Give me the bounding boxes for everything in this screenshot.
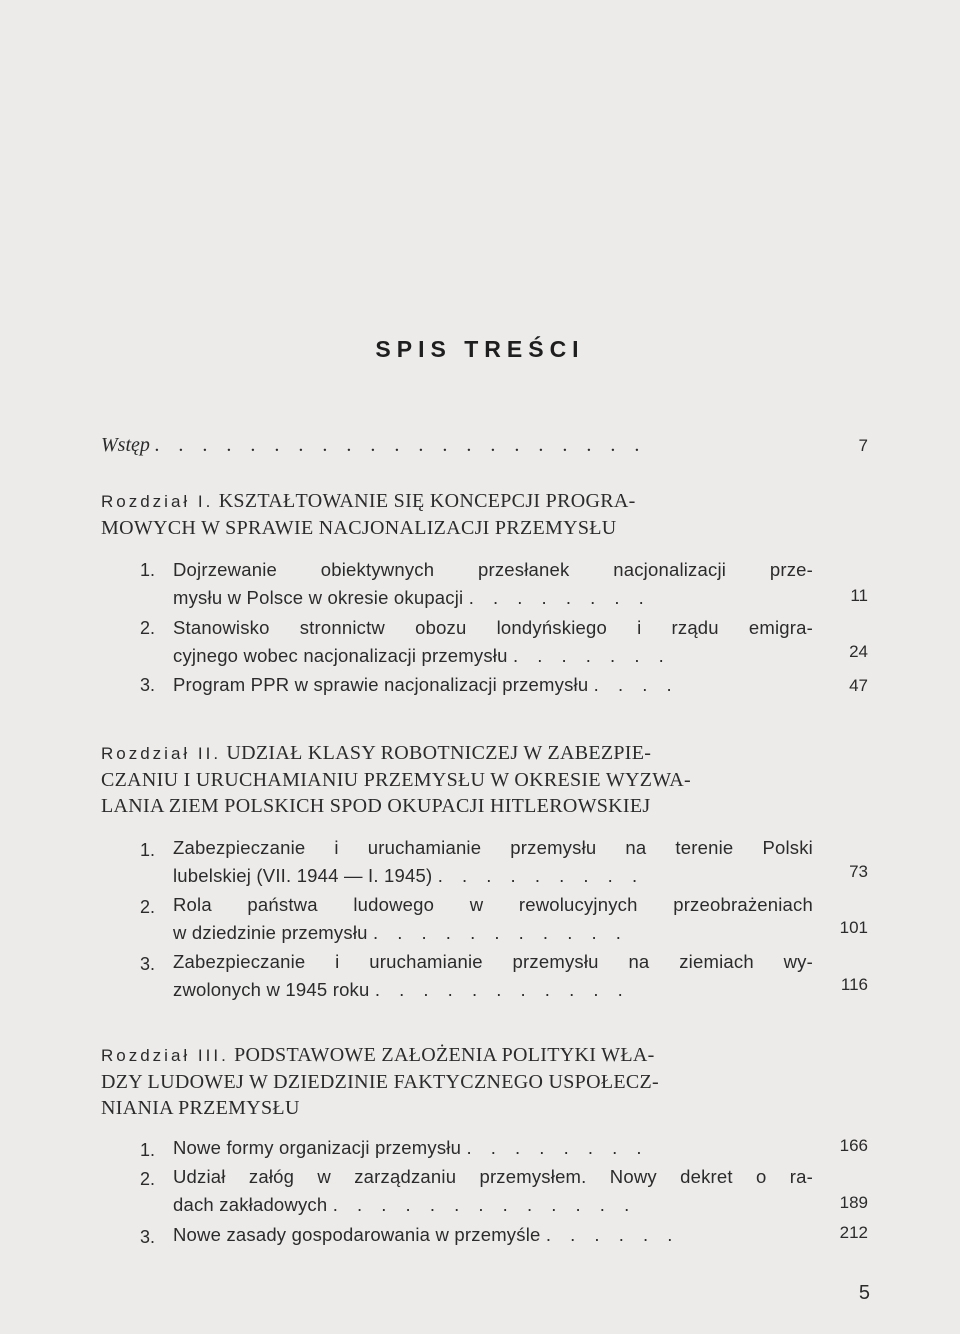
toc-item-page: 73	[849, 862, 868, 881]
toc-item-line: Stanowisko stronnictw obozu londyńskiego i rządu emigra-	[173, 617, 813, 638]
leader-dots: . . . . . . . . . . .	[372, 922, 628, 943]
toc-item-page: 47	[849, 676, 868, 695]
leader-dots: . . . . . . . . . . .	[374, 979, 630, 1000]
toc-item-line: Nowe formy organizacji przemysłu	[173, 1137, 462, 1158]
leader-dots: . . . . . .	[545, 1224, 680, 1245]
toc-item	[173, 834, 813, 890]
chapter-title-line: KSZTAŁTOWANIE SIĘ KONCEPCJI PROGRA-	[218, 490, 636, 512]
toc-item-page: 116	[840, 975, 868, 994]
leader-dots: . . . . . . . . . . . . .	[332, 1194, 637, 1215]
toc-item-line: Nowe zasady gospodarowania w przemyśle	[173, 1224, 541, 1245]
chapter-title-line: PODSTAWOWE ZAŁOŻENIA POLITYKI WŁA-	[234, 1044, 655, 1066]
page-number: 5	[858, 1282, 870, 1304]
leader-dots: . . . . . . . . .	[437, 865, 645, 886]
chapter-label: Rozdział II.	[101, 744, 222, 763]
toc-item-line: Zabezpieczanie i uruchamianie przemysłu na ziemiach wy-	[173, 951, 813, 972]
leader-dots: . . . . . . .	[512, 645, 671, 666]
toc-item-number: 3.	[140, 675, 156, 695]
toc-item-number: 2.	[140, 897, 156, 917]
toc-item	[173, 671, 813, 699]
chapter-title-line: DZY LUDOWEJ W DZIEDZINIE FAKTYCZNEGO USPOŁECZ-	[101, 1071, 659, 1093]
toc-item-line: w dziedzinie przemysłu	[173, 922, 368, 943]
toc-item-page: 24	[849, 642, 868, 661]
toc-item-number: 1.	[140, 560, 156, 580]
toc-item	[173, 948, 813, 1004]
chapter-heading	[101, 1042, 821, 1121]
toc-item-line: Udział załóg w zarządzaniu przemysłem. Nowy dekret o ra-	[173, 1166, 813, 1187]
toc-entry-intro	[101, 434, 647, 457]
toc-item	[173, 1221, 813, 1249]
toc-item-number: 2.	[140, 1169, 156, 1189]
leader-dots: . . . . . . . .	[468, 587, 651, 608]
leader-dots: . . . . . . . . . . . . . . . . . . . . .	[154, 434, 647, 456]
toc-item-number: 1.	[140, 1140, 156, 1160]
toc-item	[173, 1163, 813, 1219]
toc-item-page: 11	[850, 586, 868, 605]
page-title: SPIS TREŚCI	[375, 336, 585, 362]
chapter-title-line: MOWYCH W SPRAWIE NACJONALIZACJI PRZEMYSŁU	[101, 517, 617, 539]
toc-item-number: 1.	[140, 840, 156, 860]
toc-item-line: dach zakładowych	[173, 1194, 328, 1215]
chapter-label: Rozdział I.	[101, 492, 214, 511]
toc-item-line: Zabezpieczanie i uruchamianie przemysłu na terenie Polski	[173, 837, 813, 858]
toc-item-number: 3.	[140, 1227, 156, 1247]
leader-dots: . . . . . . . .	[466, 1137, 649, 1158]
toc-item-line: Program PPR w sprawie nacjonalizacji przemysłu	[173, 674, 589, 695]
toc-item-page: 101	[839, 918, 868, 937]
toc-item	[173, 1134, 813, 1162]
toc-item	[173, 614, 813, 670]
chapter-title-line: CZANIU I URUCHAMIANIU PRZEMYSŁU W OKRESIE WYZWA-	[101, 769, 691, 791]
toc-item-line: mysłu w Polsce w okresie okupacji	[173, 587, 464, 608]
toc-item-number: 3.	[140, 954, 156, 974]
chapter-title-line: NIANIA PRZEMYSŁU	[101, 1097, 300, 1119]
chapter-title-line: UDZIAŁ KLASY ROBOTNICZEJ W ZABEZPIE-	[226, 742, 652, 764]
toc-item-number: 2.	[140, 618, 156, 638]
toc-item-line: Dojrzewanie obiektywnych przesłanek nacjonalizacji prze-	[173, 559, 813, 580]
chapter-title-line: LANIA ZIEM POLSKICH SPOD OKUPACJI HITLEROWSKIEJ	[101, 795, 651, 817]
toc-item-page: 189	[839, 1193, 868, 1212]
chapter-heading	[101, 740, 821, 819]
toc-item-page: 166	[839, 1136, 868, 1155]
leader-dots: . . . .	[593, 674, 679, 695]
toc-item-line: zwolonych w 1945 roku	[173, 979, 370, 1000]
toc-item	[173, 556, 813, 612]
toc-entry-label: Wstęp	[101, 434, 150, 456]
toc-entry-page: 7	[858, 436, 868, 455]
toc-item-line: Rola państwa ludowego w rewolucyjnych przeobrażeniach	[173, 894, 813, 915]
toc-item-line: lubelskiej (VII. 1944 — I. 1945)	[173, 865, 433, 886]
toc-item	[173, 891, 813, 947]
toc-item-page: 212	[839, 1223, 868, 1242]
chapter-label: Rozdział III.	[101, 1046, 229, 1065]
chapter-heading	[101, 488, 821, 541]
toc-item-line: cyjnego wobec nacjonalizacji przemysłu	[173, 645, 508, 666]
